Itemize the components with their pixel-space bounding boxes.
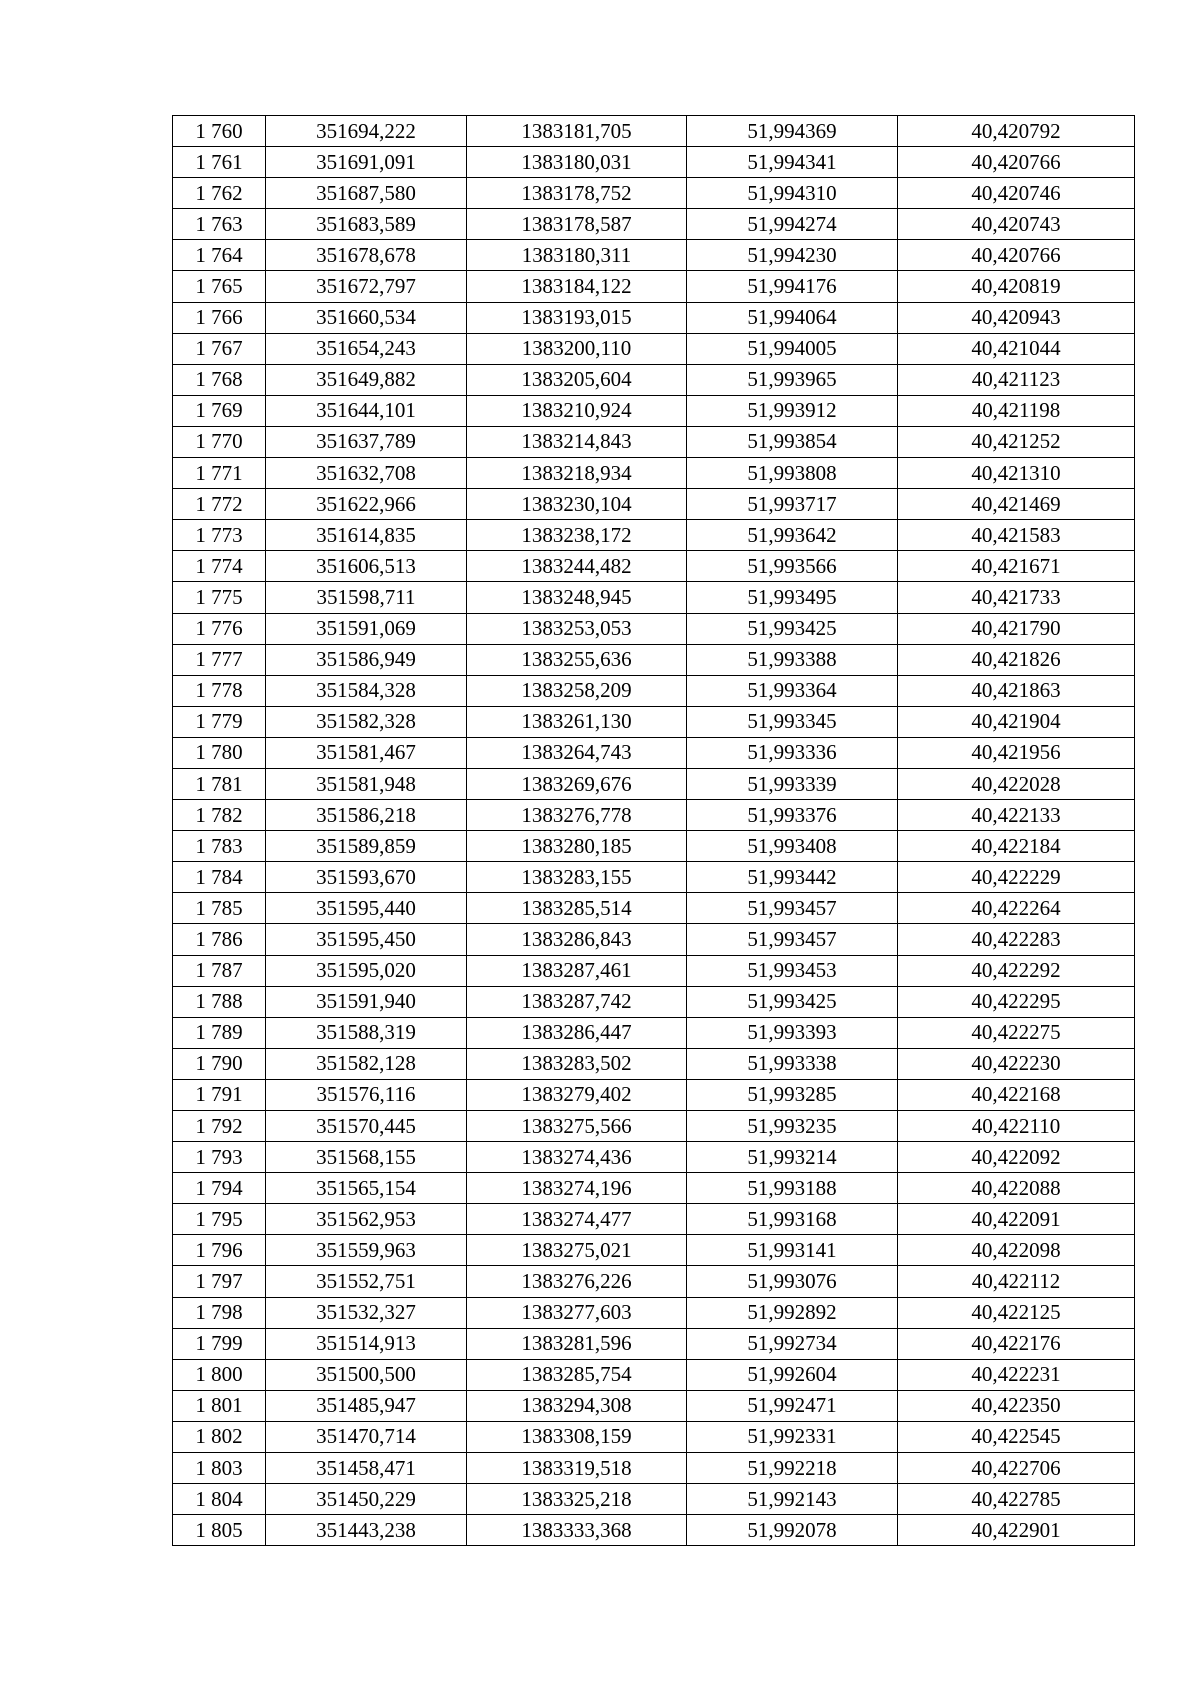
point-number-cell: 1 799 (173, 1328, 266, 1359)
table-row (173, 1142, 1135, 1173)
longitude-cell: 40,421252 (898, 426, 1135, 457)
longitude-cell: 40,422545 (898, 1421, 1135, 1452)
x-coordinate-cell: 351606,513 (266, 551, 467, 582)
point-number-cell: 1 787 (173, 955, 266, 986)
x-coordinate-cell: 351632,708 (266, 458, 467, 489)
x-coordinate-cell: 351595,440 (266, 893, 467, 924)
longitude-cell: 40,420792 (898, 116, 1135, 147)
latitude-cell: 51,994310 (687, 178, 898, 209)
table-row (173, 551, 1135, 582)
y-coordinate-cell: 1383205,604 (467, 364, 687, 395)
latitude-cell: 51,993388 (687, 644, 898, 675)
longitude-cell: 40,422231 (898, 1359, 1135, 1390)
table-row (173, 302, 1135, 333)
point-number-cell: 1 784 (173, 862, 266, 893)
point-number-cell: 1 792 (173, 1111, 266, 1142)
longitude-cell: 40,421583 (898, 520, 1135, 551)
longitude-cell: 40,422350 (898, 1390, 1135, 1421)
longitude-cell: 40,422275 (898, 1017, 1135, 1048)
latitude-cell: 51,993425 (687, 986, 898, 1017)
latitude-cell: 51,993364 (687, 675, 898, 706)
x-coordinate-cell: 351678,678 (266, 240, 467, 271)
point-number-cell: 1 768 (173, 364, 266, 395)
latitude-cell: 51,993854 (687, 426, 898, 457)
y-coordinate-cell: 1383238,172 (467, 520, 687, 551)
point-number-cell: 1 773 (173, 520, 266, 551)
longitude-cell: 40,420743 (898, 209, 1135, 240)
point-number-cell: 1 760 (173, 116, 266, 147)
point-number-cell: 1 785 (173, 893, 266, 924)
x-coordinate-cell: 351565,154 (266, 1173, 467, 1204)
y-coordinate-cell: 1383275,021 (467, 1235, 687, 1266)
point-number-cell: 1 793 (173, 1142, 266, 1173)
y-coordinate-cell: 1383283,155 (467, 862, 687, 893)
table-row (173, 520, 1135, 551)
y-coordinate-cell: 1383275,566 (467, 1111, 687, 1142)
latitude-cell: 51,994341 (687, 147, 898, 178)
y-coordinate-cell: 1383193,015 (467, 302, 687, 333)
table-row (173, 1048, 1135, 1079)
latitude-cell: 51,993442 (687, 862, 898, 893)
y-coordinate-cell: 1383230,104 (467, 489, 687, 520)
table-row (173, 986, 1135, 1017)
longitude-cell: 40,422229 (898, 862, 1135, 893)
y-coordinate-cell: 1383178,587 (467, 209, 687, 240)
point-number-cell: 1 800 (173, 1359, 266, 1390)
longitude-cell: 40,422295 (898, 986, 1135, 1017)
y-coordinate-cell: 1383280,185 (467, 831, 687, 862)
latitude-cell: 51,993168 (687, 1204, 898, 1235)
point-number-cell: 1 798 (173, 1297, 266, 1328)
longitude-cell: 40,422110 (898, 1111, 1135, 1142)
y-coordinate-cell: 1383279,402 (467, 1079, 687, 1110)
y-coordinate-cell: 1383274,436 (467, 1142, 687, 1173)
table-row (173, 1484, 1135, 1515)
x-coordinate-cell: 351595,020 (266, 955, 467, 986)
table-row (173, 1266, 1135, 1297)
x-coordinate-cell: 351588,319 (266, 1017, 467, 1048)
x-coordinate-cell: 351694,222 (266, 116, 467, 147)
longitude-cell: 40,422168 (898, 1079, 1135, 1110)
table-row (173, 955, 1135, 986)
longitude-cell: 40,422283 (898, 924, 1135, 955)
latitude-cell: 51,993235 (687, 1111, 898, 1142)
longitude-cell: 40,422088 (898, 1173, 1135, 1204)
x-coordinate-cell: 351559,963 (266, 1235, 467, 1266)
y-coordinate-cell: 1383184,122 (467, 271, 687, 302)
longitude-cell: 40,420766 (898, 147, 1135, 178)
table-row (173, 831, 1135, 862)
point-number-cell: 1 777 (173, 644, 266, 675)
longitude-cell: 40,422785 (898, 1484, 1135, 1515)
y-coordinate-cell: 1383286,843 (467, 924, 687, 955)
latitude-cell: 51,993808 (687, 458, 898, 489)
latitude-cell: 51,994230 (687, 240, 898, 271)
x-coordinate-cell: 351582,328 (266, 706, 467, 737)
longitude-cell: 40,421904 (898, 706, 1135, 737)
longitude-cell: 40,422098 (898, 1235, 1135, 1266)
y-coordinate-cell: 1383281,596 (467, 1328, 687, 1359)
latitude-cell: 51,992734 (687, 1328, 898, 1359)
y-coordinate-cell: 1383244,482 (467, 551, 687, 582)
table-row (173, 271, 1135, 302)
table-row (173, 1173, 1135, 1204)
longitude-cell: 40,422112 (898, 1266, 1135, 1297)
latitude-cell: 51,992143 (687, 1484, 898, 1515)
longitude-cell: 40,421469 (898, 489, 1135, 520)
table-row (173, 426, 1135, 457)
point-number-cell: 1 761 (173, 147, 266, 178)
table-row (173, 1017, 1135, 1048)
y-coordinate-cell: 1383269,676 (467, 768, 687, 799)
latitude-cell: 51,992471 (687, 1390, 898, 1421)
x-coordinate-cell: 351591,069 (266, 613, 467, 644)
latitude-cell: 51,993566 (687, 551, 898, 582)
longitude-cell: 40,420819 (898, 271, 1135, 302)
table-row (173, 1328, 1135, 1359)
y-coordinate-cell: 1383248,945 (467, 582, 687, 613)
x-coordinate-cell: 351649,882 (266, 364, 467, 395)
x-coordinate-cell: 351500,500 (266, 1359, 467, 1390)
longitude-cell: 40,422091 (898, 1204, 1135, 1235)
x-coordinate-cell: 351672,797 (266, 271, 467, 302)
y-coordinate-cell: 1383283,502 (467, 1048, 687, 1079)
latitude-cell: 51,993965 (687, 364, 898, 395)
table-row (173, 1111, 1135, 1142)
y-coordinate-cell: 1383178,752 (467, 178, 687, 209)
y-coordinate-cell: 1383285,514 (467, 893, 687, 924)
point-number-cell: 1 775 (173, 582, 266, 613)
longitude-cell: 40,422901 (898, 1515, 1135, 1546)
table-row (173, 1390, 1135, 1421)
table-row (173, 924, 1135, 955)
x-coordinate-cell: 351584,328 (266, 675, 467, 706)
x-coordinate-cell: 351622,966 (266, 489, 467, 520)
point-number-cell: 1 769 (173, 395, 266, 426)
latitude-cell: 51,993912 (687, 395, 898, 426)
point-number-cell: 1 771 (173, 458, 266, 489)
x-coordinate-cell: 351581,948 (266, 768, 467, 799)
latitude-cell: 51,993339 (687, 768, 898, 799)
table-row (173, 147, 1135, 178)
longitude-cell: 40,422176 (898, 1328, 1135, 1359)
y-coordinate-cell: 1383277,603 (467, 1297, 687, 1328)
point-number-cell: 1 791 (173, 1079, 266, 1110)
x-coordinate-cell: 351614,835 (266, 520, 467, 551)
latitude-cell: 51,994005 (687, 333, 898, 364)
table-row (173, 706, 1135, 737)
latitude-cell: 51,993285 (687, 1079, 898, 1110)
y-coordinate-cell: 1383276,778 (467, 800, 687, 831)
point-number-cell: 1 764 (173, 240, 266, 271)
x-coordinate-cell: 351568,155 (266, 1142, 467, 1173)
y-coordinate-cell: 1383258,209 (467, 675, 687, 706)
x-coordinate-cell: 351582,128 (266, 1048, 467, 1079)
x-coordinate-cell: 351637,789 (266, 426, 467, 457)
point-number-cell: 1 780 (173, 737, 266, 768)
table-row (173, 768, 1135, 799)
point-number-cell: 1 795 (173, 1204, 266, 1235)
point-number-cell: 1 762 (173, 178, 266, 209)
y-coordinate-cell: 1383264,743 (467, 737, 687, 768)
latitude-cell: 51,993425 (687, 613, 898, 644)
point-number-cell: 1 778 (173, 675, 266, 706)
longitude-cell: 40,420746 (898, 178, 1135, 209)
table-row (173, 458, 1135, 489)
table-row (173, 1453, 1135, 1484)
x-coordinate-cell: 351660,534 (266, 302, 467, 333)
longitude-cell: 40,422125 (898, 1297, 1135, 1328)
y-coordinate-cell: 1383210,924 (467, 395, 687, 426)
latitude-cell: 51,993345 (687, 706, 898, 737)
x-coordinate-cell: 351470,714 (266, 1421, 467, 1452)
x-coordinate-cell: 351683,589 (266, 209, 467, 240)
longitude-cell: 40,421863 (898, 675, 1135, 706)
x-coordinate-cell: 351458,471 (266, 1453, 467, 1484)
y-coordinate-cell: 1383261,130 (467, 706, 687, 737)
x-coordinate-cell: 351589,859 (266, 831, 467, 862)
table-row (173, 1359, 1135, 1390)
point-number-cell: 1 796 (173, 1235, 266, 1266)
table-row (173, 489, 1135, 520)
x-coordinate-cell: 351593,670 (266, 862, 467, 893)
table-row (173, 116, 1135, 147)
y-coordinate-cell: 1383276,226 (467, 1266, 687, 1297)
table-row (173, 800, 1135, 831)
x-coordinate-cell: 351591,940 (266, 986, 467, 1017)
longitude-cell: 40,422292 (898, 955, 1135, 986)
x-coordinate-cell: 351576,116 (266, 1079, 467, 1110)
x-coordinate-cell: 351598,711 (266, 582, 467, 613)
y-coordinate-cell: 1383274,196 (467, 1173, 687, 1204)
table-row (173, 240, 1135, 271)
y-coordinate-cell: 1383286,447 (467, 1017, 687, 1048)
latitude-cell: 51,994274 (687, 209, 898, 240)
table-row (173, 1235, 1135, 1266)
y-coordinate-cell: 1383200,110 (467, 333, 687, 364)
x-coordinate-cell: 351532,327 (266, 1297, 467, 1328)
latitude-cell: 51,993457 (687, 893, 898, 924)
y-coordinate-cell: 1383308,159 (467, 1421, 687, 1452)
latitude-cell: 51,993336 (687, 737, 898, 768)
table-row (173, 209, 1135, 240)
point-number-cell: 1 779 (173, 706, 266, 737)
longitude-cell: 40,422706 (898, 1453, 1135, 1484)
latitude-cell: 51,992331 (687, 1421, 898, 1452)
latitude-cell: 51,993214 (687, 1142, 898, 1173)
longitude-cell: 40,422184 (898, 831, 1135, 862)
x-coordinate-cell: 351485,947 (266, 1390, 467, 1421)
latitude-cell: 51,993393 (687, 1017, 898, 1048)
x-coordinate-cell: 351450,229 (266, 1484, 467, 1515)
latitude-cell: 51,994369 (687, 116, 898, 147)
latitude-cell: 51,993188 (687, 1173, 898, 1204)
x-coordinate-cell: 351562,953 (266, 1204, 467, 1235)
y-coordinate-cell: 1383274,477 (467, 1204, 687, 1235)
table-row (173, 1204, 1135, 1235)
latitude-cell: 51,992892 (687, 1297, 898, 1328)
point-number-cell: 1 801 (173, 1390, 266, 1421)
y-coordinate-cell: 1383294,308 (467, 1390, 687, 1421)
point-number-cell: 1 774 (173, 551, 266, 582)
table-row (173, 178, 1135, 209)
coordinates-table-body (173, 116, 1135, 1546)
longitude-cell: 40,421826 (898, 644, 1135, 675)
longitude-cell: 40,421123 (898, 364, 1135, 395)
point-number-cell: 1 783 (173, 831, 266, 862)
y-coordinate-cell: 1383214,843 (467, 426, 687, 457)
y-coordinate-cell: 1383253,053 (467, 613, 687, 644)
point-number-cell: 1 803 (173, 1453, 266, 1484)
coordinates-table (172, 115, 1135, 1546)
latitude-cell: 51,993495 (687, 582, 898, 613)
table-row (173, 1079, 1135, 1110)
point-number-cell: 1 805 (173, 1515, 266, 1546)
longitude-cell: 40,422264 (898, 893, 1135, 924)
latitude-cell: 51,994176 (687, 271, 898, 302)
table-row (173, 582, 1135, 613)
table-row (173, 893, 1135, 924)
x-coordinate-cell: 351581,467 (266, 737, 467, 768)
longitude-cell: 40,422092 (898, 1142, 1135, 1173)
longitude-cell: 40,421671 (898, 551, 1135, 582)
latitude-cell: 51,992218 (687, 1453, 898, 1484)
table-row (173, 1297, 1135, 1328)
longitude-cell: 40,420766 (898, 240, 1135, 271)
x-coordinate-cell: 351687,580 (266, 178, 467, 209)
point-number-cell: 1 789 (173, 1017, 266, 1048)
latitude-cell: 51,993457 (687, 924, 898, 955)
latitude-cell: 51,993076 (687, 1266, 898, 1297)
x-coordinate-cell: 351644,101 (266, 395, 467, 426)
point-number-cell: 1 770 (173, 426, 266, 457)
point-number-cell: 1 788 (173, 986, 266, 1017)
latitude-cell: 51,992078 (687, 1515, 898, 1546)
point-number-cell: 1 763 (173, 209, 266, 240)
point-number-cell: 1 804 (173, 1484, 266, 1515)
table-row (173, 737, 1135, 768)
point-number-cell: 1 794 (173, 1173, 266, 1204)
point-number-cell: 1 766 (173, 302, 266, 333)
x-coordinate-cell: 351514,913 (266, 1328, 467, 1359)
latitude-cell: 51,993141 (687, 1235, 898, 1266)
y-coordinate-cell: 1383325,218 (467, 1484, 687, 1515)
y-coordinate-cell: 1383287,742 (467, 986, 687, 1017)
table-row (173, 644, 1135, 675)
latitude-cell: 51,992604 (687, 1359, 898, 1390)
longitude-cell: 40,422028 (898, 768, 1135, 799)
longitude-cell: 40,420943 (898, 302, 1135, 333)
y-coordinate-cell: 1383255,636 (467, 644, 687, 675)
x-coordinate-cell: 351654,243 (266, 333, 467, 364)
x-coordinate-cell: 351552,751 (266, 1266, 467, 1297)
latitude-cell: 51,994064 (687, 302, 898, 333)
point-number-cell: 1 781 (173, 768, 266, 799)
longitude-cell: 40,421956 (898, 737, 1135, 768)
latitude-cell: 51,993453 (687, 955, 898, 986)
longitude-cell: 40,421310 (898, 458, 1135, 489)
latitude-cell: 51,993642 (687, 520, 898, 551)
y-coordinate-cell: 1383181,705 (467, 116, 687, 147)
y-coordinate-cell: 1383180,031 (467, 147, 687, 178)
longitude-cell: 40,421790 (898, 613, 1135, 644)
longitude-cell: 40,421044 (898, 333, 1135, 364)
table-row (173, 862, 1135, 893)
latitude-cell: 51,993338 (687, 1048, 898, 1079)
longitude-cell: 40,422230 (898, 1048, 1135, 1079)
latitude-cell: 51,993376 (687, 800, 898, 831)
point-number-cell: 1 786 (173, 924, 266, 955)
point-number-cell: 1 802 (173, 1421, 266, 1452)
y-coordinate-cell: 1383218,934 (467, 458, 687, 489)
latitude-cell: 51,993717 (687, 489, 898, 520)
point-number-cell: 1 790 (173, 1048, 266, 1079)
point-number-cell: 1 797 (173, 1266, 266, 1297)
longitude-cell: 40,422133 (898, 800, 1135, 831)
x-coordinate-cell: 351443,238 (266, 1515, 467, 1546)
table-row (173, 1515, 1135, 1546)
point-number-cell: 1 767 (173, 333, 266, 364)
point-number-cell: 1 782 (173, 800, 266, 831)
y-coordinate-cell: 1383319,518 (467, 1453, 687, 1484)
table-row (173, 1421, 1135, 1452)
point-number-cell: 1 776 (173, 613, 266, 644)
point-number-cell: 1 765 (173, 271, 266, 302)
x-coordinate-cell: 351586,218 (266, 800, 467, 831)
longitude-cell: 40,421733 (898, 582, 1135, 613)
x-coordinate-cell: 351691,091 (266, 147, 467, 178)
y-coordinate-cell: 1383180,311 (467, 240, 687, 271)
x-coordinate-cell: 351595,450 (266, 924, 467, 955)
table-row (173, 395, 1135, 426)
table-row (173, 333, 1135, 364)
y-coordinate-cell: 1383285,754 (467, 1359, 687, 1390)
y-coordinate-cell: 1383333,368 (467, 1515, 687, 1546)
x-coordinate-cell: 351586,949 (266, 644, 467, 675)
point-number-cell: 1 772 (173, 489, 266, 520)
table-row (173, 613, 1135, 644)
longitude-cell: 40,421198 (898, 395, 1135, 426)
y-coordinate-cell: 1383287,461 (467, 955, 687, 986)
table-row (173, 675, 1135, 706)
x-coordinate-cell: 351570,445 (266, 1111, 467, 1142)
latitude-cell: 51,993408 (687, 831, 898, 862)
table-row (173, 364, 1135, 395)
